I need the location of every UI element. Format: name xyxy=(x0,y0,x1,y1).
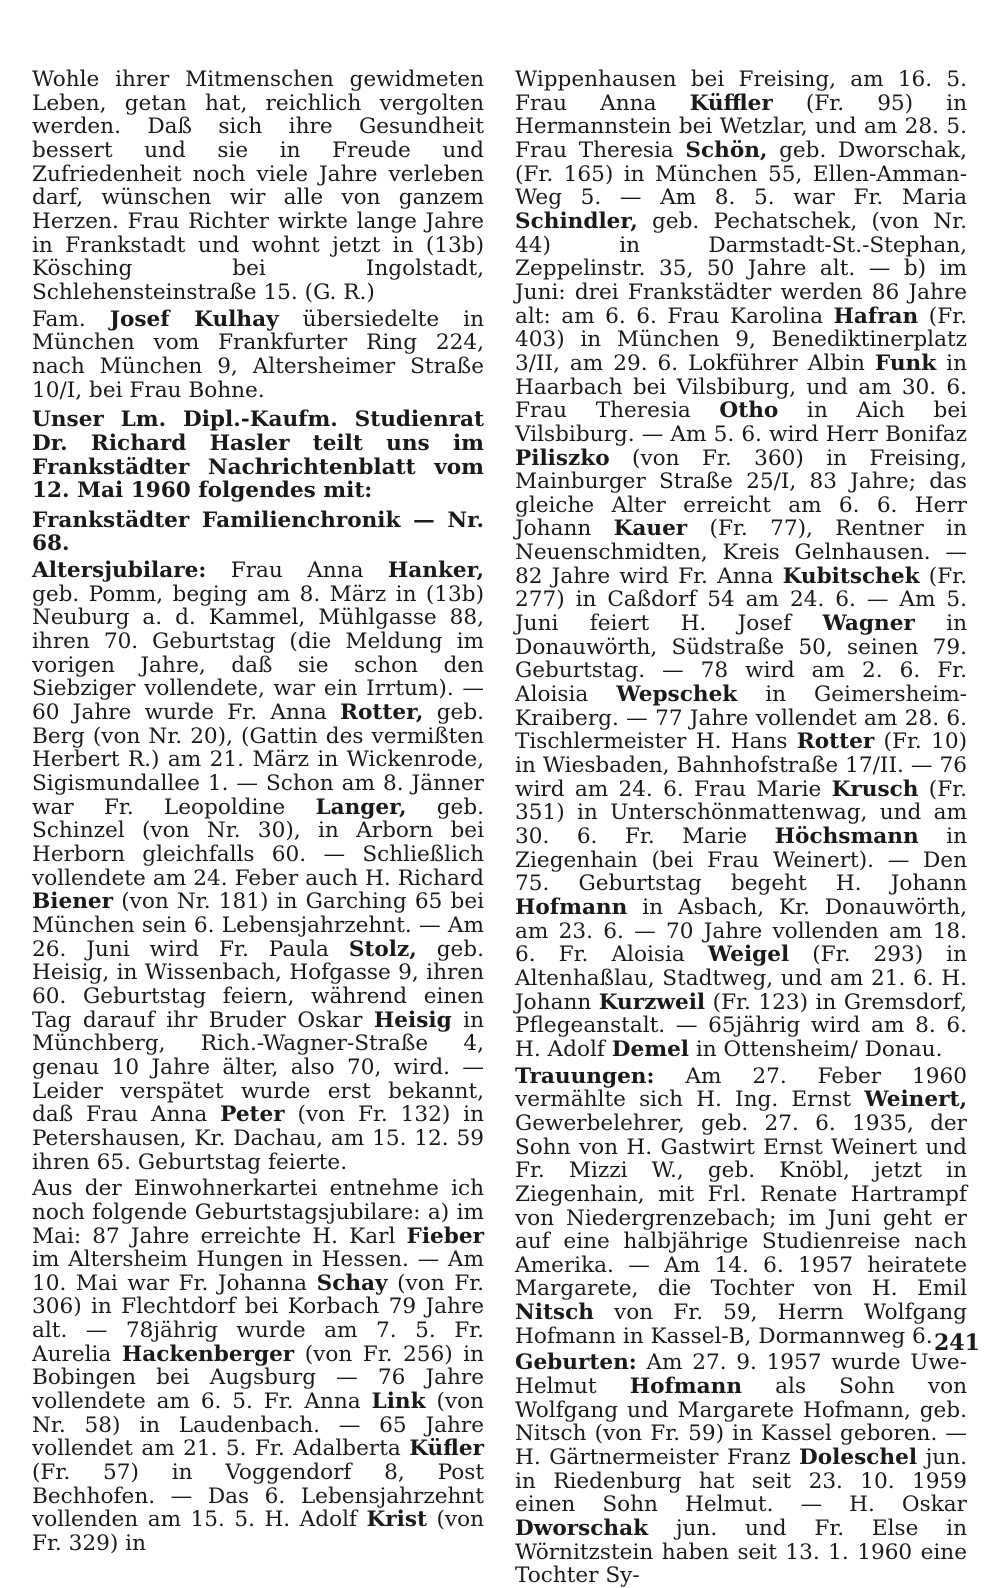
right-column xyxy=(515,68,967,1588)
text-run: in Asbach, Kr. Donauwörth, am 23. 6. — 70 Jahre vollenden am 18. 6. Fr. Aloisia xyxy=(515,894,967,968)
paragraph xyxy=(32,308,484,403)
bold-text: Rotter, xyxy=(340,700,424,726)
bold-text: Kurzweil xyxy=(598,989,706,1015)
text-run: (Fr. 77), Rentner in Neuenschmidten, Kreis Gelnhausen. — 82 Jahre wird Fr. Anna xyxy=(515,516,967,589)
bold-text: Weinert, xyxy=(864,1087,967,1113)
text-run: Aus der Einwohnerkartei entnehme ich noch folgende Geburtstagsjubilare: a) im Mai: 87 Jahre erreichte H. Karl xyxy=(32,1176,484,1249)
text-run: (von Fr. 256) in Bobingen bei Augsburg — 76 Jahre vollendete am 6. 5. Fr. Anna xyxy=(32,1341,485,1415)
bold-text: Funk xyxy=(874,350,937,376)
bold-text: Wagner xyxy=(822,611,915,637)
text-run: in Ottensheim/ Donau. xyxy=(689,1036,943,1062)
text-run: in Geimersheim-Kraiberg. — 77 Jahre vollendet am 28. 6. Tischlermeister H. Hans xyxy=(515,682,967,755)
bold-text: Weigel xyxy=(707,942,790,968)
bold-text: Link xyxy=(371,1389,426,1415)
bold-text: Langer, xyxy=(315,794,407,820)
text-run: Am 27. Feber 1960 vermählte sich H. Ing. Ernst xyxy=(515,1063,967,1113)
bold-text: Hofmann xyxy=(515,894,628,920)
text-run: als Sohn von Wolfgang und Margarete Hofmann, geb. Nitsch (von Fr. 59) in Kassel geboren. — H. Gärtnermeister Franz xyxy=(515,1374,967,1471)
text-run: (Fr. 403) in München 9, Benediktinerplatz 3/II, am 29. 6. Lokführer Albin xyxy=(515,303,967,376)
paragraph xyxy=(32,509,484,556)
text-run: in Münchberg, Rich.-Wagner-Straße 4, genau 10 Jahre älter, also 70, wird. — Leider verspätet wurde erst bekannt, daß Frau Anna xyxy=(32,1007,484,1128)
bold-text: Altersjubilare: xyxy=(32,558,207,584)
bold-text: Peter xyxy=(220,1102,285,1128)
text-run: (Fr. 277) in Caßdorf 54 am 24. 6. — Am 5. Juni feiert H. Josef xyxy=(515,563,967,637)
bold-text: Hanker, xyxy=(387,558,484,584)
left-column xyxy=(32,68,484,1556)
text-run: jun. in Riedenburg hat seit 23. 10. 1959 einen Sohn Helmut. — H. Oskar xyxy=(515,1445,967,1518)
text-run: Wohle ihrer Mitmenschen gewidmeten Leben, getan hat, reichlich vergolten werden. Daß sich ihre Gesundheit bessert und sie in Freude und Zufriedenheit noch viele Jahre verleben darf, wünschen wir alle von ganzem Herzen. Frau Richter wirkte lange Jahre in Frankstadt und wohnt jetzt in (13b) Kösching bei Ingolstadt, Schlehensteinstraße 15. (G. R.) xyxy=(32,67,484,305)
text-run: (von Nr. 58) in Laudenbach. — 65 Jahre vollendet am 21. 5. Fr. Adalberta xyxy=(32,1389,484,1462)
text-run: (Fr. 293) in Altenhaßlau, Stadtweg, und am 21. 6. H. Johann xyxy=(515,942,967,1015)
bold-text: Wepschek xyxy=(616,682,738,708)
bold-text: Dworschak xyxy=(515,1516,649,1542)
paragraph xyxy=(515,68,967,1062)
text-run: in Haarbach bei Vilsbiburg, und am 30. 6. Frau Theresia xyxy=(515,350,967,424)
bold-text: Doleschel xyxy=(799,1445,918,1471)
text-run: (Fr. 10) in Wiesbaden, Bahnhofstraße 17/II. — 76 wird am 24. 6. Frau Marie xyxy=(515,729,967,802)
paragraph xyxy=(32,1177,484,1556)
text-run: (von Fr. 360) in Freising, Mainburger Straße 25/I, 83 Jahre; das gleiche Alter erreicht am 6. 6. Herr Johann xyxy=(515,445,967,542)
text-run: (von Fr. 306) in Flechtdorf bei Korbach 79 Jahre alt. — 78jährig wurde am 7. 5. Fr. Aurelia xyxy=(32,1270,485,1367)
bold-text: Schay xyxy=(316,1270,388,1296)
bold-text: Hackenberger xyxy=(121,1341,295,1367)
bold-text: Hafran xyxy=(833,303,919,329)
text-run: jun. und Fr. Else in Wörnitzstein haben seit 13. 1. 1960 eine Tochter Sy- xyxy=(515,1516,967,1588)
text-run: übersiedelte in München vom Frankfurter Ring 224, nach München 9, Altersheimer Straße 10/I, bei Frau Bohne. xyxy=(32,306,484,403)
bold-text: Kubitschek xyxy=(782,563,920,589)
text-run: Fam. xyxy=(32,306,110,332)
bold-text: Biener xyxy=(32,889,114,915)
bold-text: Rotter xyxy=(796,729,875,755)
bold-text: Kauer xyxy=(613,516,688,542)
paragraph xyxy=(32,68,484,305)
bold-text: Trauungen: xyxy=(515,1063,655,1089)
bold-text: Geburten: xyxy=(515,1350,637,1376)
text-run: Wippenhausen bei Freising, am 16. 5. Frau Anna xyxy=(515,67,967,116)
text-run: (Fr. 57) in Voggendorf 8, Post Bechhofen. — Das 6. Lebensjahrzehnt vollenden am 15. 5. H. Adolf xyxy=(32,1460,484,1533)
text-run: (Fr. 123) in Gremsdorf, Pflegeanstalt. — 65jährig wird am 8. 6. H. Adolf xyxy=(515,989,967,1062)
text-run: geb. Berg (von Nr. 20), (Gattin des vermißten Herbert R.) am 21. März in Wickenrode, Sigismundallee 1. — Schon am 8. Jänner war Fr. Leopoldine xyxy=(32,700,485,820)
bold-text: Otho xyxy=(719,398,779,424)
bold-text: Stolz, xyxy=(348,936,417,962)
text-run: (Fr. 95) in Hermannstein bei Wetzlar, und am 28. 5. Frau Theresia xyxy=(515,90,967,163)
paragraph xyxy=(32,559,484,1174)
bold-text: Krist xyxy=(366,1507,427,1533)
bold-text: Unser Lm. Dipl.-Kaufm. Studienrat Dr. Richard Hasler teilt uns im Frankstädter Nachrichtenblatt vom 12. Mai 1960 folgendes mit: xyxy=(32,407,484,504)
text-run: geb. Heisig, in Wissenbach, Hofgasse 9, ihren 60. Geburtstag feiern, während einen Tag darauf ihr Bruder Oskar xyxy=(32,936,484,1033)
bold-text: Höchsmann xyxy=(774,824,919,849)
text-run: in Ziegenhain (bei Frau Weinert). — Den 75. Geburtstag begeht H. Johann xyxy=(515,824,967,897)
text-run: geb. Pechatschek, (von Nr. 44) in Darmstadt-St.-Stephan, Zeppelinstr. 35, 50 Jahre alt. — b) im Juni: drei Frankstädter werden 86 Jahre alt: am 6. 6. Frau Karolina xyxy=(515,208,967,329)
text-run: Gewerbelehrer, geb. 27. 6. 1935, der Sohn von H. Gastwirt Ernst Weinert und Fr. Mizzi W., geb. Knöbl, jetzt in Ziegenhain, mit Frl. Renate Hartrampf von Niedergrenzebach; im Juni geht er auf eine halbjährige Studienreise nach Amerika. — Am 14. 6. 1957 heiratete Margarete, die Tochter von H. Emil xyxy=(515,1110,967,1302)
paragraph xyxy=(32,408,484,503)
text-run: geb. Pomm, beging am 8. März in (13b) Neuburg a. d. Kammel, Mühlgasse 88, ihren 70. Geburtstag (die Meldung im vorigen Jahre, daß sie schon den Siebziger vollendete, war ein Irrtum). — 60 Jahre wurde Fr. Anna xyxy=(32,581,484,726)
bold-text: Schön, xyxy=(685,137,768,163)
paragraph xyxy=(515,1351,967,1588)
text-run: (Fr. 351) in Unterschönmattenwag, und am 30. 6. Fr. Marie xyxy=(515,776,967,849)
bold-text: Frankstädter Familienchronik — Nr. 68. xyxy=(32,507,484,557)
text-run: Frau Anna xyxy=(206,558,388,584)
text-run: Am 27. 9. 1957 wurde Uwe-Helmut xyxy=(515,1350,967,1400)
text-run: im Altersheim Hungen in Hessen. — Am 10. Mai war Fr. Johanna xyxy=(32,1247,484,1296)
paragraph xyxy=(515,1065,967,1349)
page-number: 241 xyxy=(934,1330,980,1356)
bold-text: Fieber xyxy=(406,1223,484,1249)
bold-text: Krusch xyxy=(831,776,919,802)
bold-text: Küffler xyxy=(689,90,773,116)
text-run: geb. Schinzel (von Nr. 30), in Arborn bei Herborn gleichfalls 60. — Schließlich vollendete am 24. Feber auch H. Richard xyxy=(32,794,485,891)
bold-text: Schindler, xyxy=(515,208,638,234)
bold-text: Hofmann xyxy=(629,1374,743,1400)
text-run: in Donauwörth, Südstraße 50, seinen 79. Geburtstag. — 78 wird am 2. 6. Fr. Aloisia xyxy=(515,611,967,708)
text-run: in Aich bei Vilsbiburg. — Am 5. 6. wird Herr Bonifaz xyxy=(515,398,967,447)
bold-text: Josef Kulhay xyxy=(109,306,279,332)
text-run: (von Fr. 132) in Petershausen, Kr. Dachau, am 15. 12. 59 ihren 65. Geburtstag feierte. xyxy=(32,1102,484,1175)
text-run: von Fr. 59, Herrn Wolfgang Hofmann in Kassel-B, Dormannweg 6. xyxy=(515,1300,967,1349)
text-run: (von Fr. 329) in xyxy=(32,1507,484,1557)
text-run: (von Nr. 181) in Garching 65 bei München sein 6. Lebensjahrzehnt. — Am 26. Juni wird Fr. Paula xyxy=(32,889,484,962)
bold-text: Küfler xyxy=(409,1436,484,1462)
bold-text: Nitsch xyxy=(515,1300,594,1326)
bold-text: Demel xyxy=(611,1036,690,1062)
bold-text: Piliszko xyxy=(515,445,610,471)
bold-text: Heisig xyxy=(373,1007,452,1033)
text-run: geb. Dworschak, (Fr. 165) in München 55, Ellen-Amman-Weg 5. — Am 8. 5. war Fr. Maria xyxy=(515,137,967,211)
